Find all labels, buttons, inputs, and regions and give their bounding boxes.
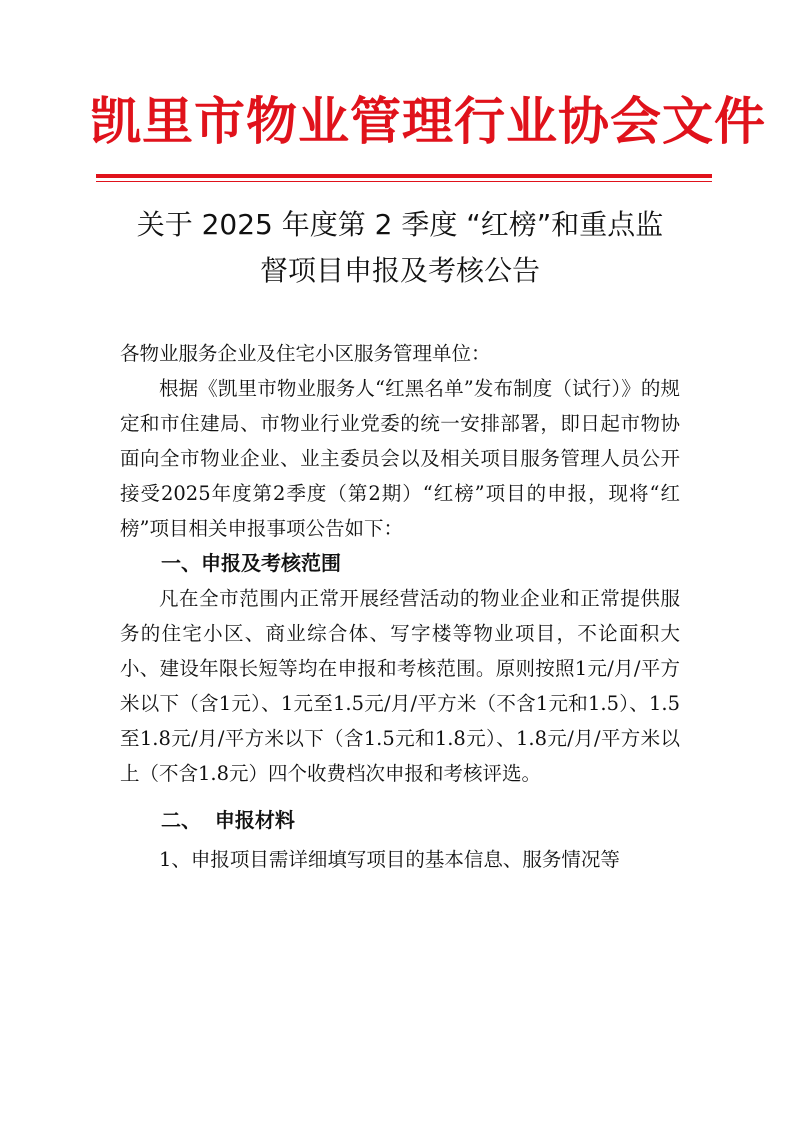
header-red-rule-thin — [96, 181, 712, 182]
org-document-header: 凯里市物业管理行业协会文件 — [90, 93, 767, 152]
section-1-heading: 一、申报及考核范围 — [161, 551, 341, 575]
header-red-rule — [96, 174, 712, 178]
notice-body — [120, 336, 680, 877]
intro-paragraph: 根据《凯里市物业服务人“红黑名单”发布制度（试行）》的规定和市住建局、市物业行业党委的统一安排部署，即日起市物协面向全市物业企业、业主委员会以及相关项目服务管理人员公开接受2025年度第2季度（第2期）“红榜”项目的申报，现将“红榜”项目相关申报事项公告如下： — [120, 377, 680, 540]
section-2-heading: 二、 申报材料 — [161, 808, 295, 832]
notice-title — [100, 202, 700, 294]
notice-title-line-1: 关于 2025 年度第 2 季度 “红榜”和重点监 — [136, 208, 664, 241]
section-2-item-1: 1、申报项目需详细填写项目的基本信息、服务情况等 — [159, 848, 620, 871]
section-1-paragraph: 凡在全市范围内正常开展经营活动的物业企业和正常提供服务的住宅小区、商业综合体、写字楼等物业项目，不论面积大小、建设年限长短等均在申报和考核范围。原则按照1元/月/平方米以下（含1元）、1元至1.5元/月/平方米（不含1元和1.5）、1.5至1.8元/月/平方米以下（含1.5元和1.8元）、1.8元/月/平方米以上（不含1.8元）四个收费档次申报和考核评选。 — [120, 587, 680, 785]
notice-title-line-2: 督项目申报及考核公告 — [259, 254, 540, 287]
salutation: 各物业服务企业及住宅小区服务管理单位： — [120, 342, 491, 365]
